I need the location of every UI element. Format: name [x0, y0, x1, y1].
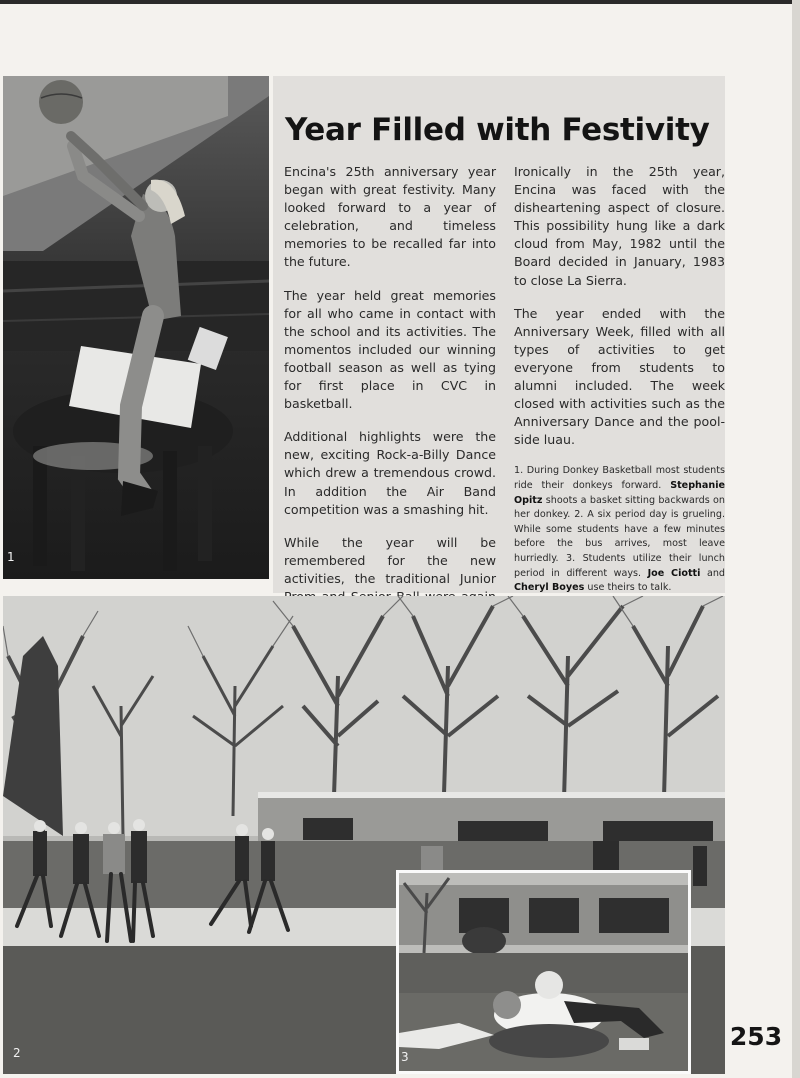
- photo-students-lunch: [396, 870, 691, 1074]
- caption-text-2: shoots a basket sitting backwards on her donkey. 2. A six period day is grueling. While some students have a few minutes before the bus arrives, most leave hurriedly. 3. Students utilize their lunch period in different ways.: [514, 494, 725, 579]
- page-number: 253: [729, 1022, 783, 1051]
- caption-name-stephanie: Stephanie Opitz: [514, 480, 725, 506]
- paragraph-closure: Ironically in the 25th year, Encina was faced with the disheartening aspect of closure. This possibility hung like a dark cloud from May, 1982 until the Board decided in January, 1983 to close La Sierra.: [514, 164, 725, 288]
- photo-donkey-basketball: [3, 76, 269, 579]
- page-right-edge: [792, 0, 800, 1078]
- page-top-border: [0, 0, 800, 4]
- photo-students-lunch-image: [399, 873, 688, 1071]
- article-column-left: [284, 163, 496, 639]
- article-column-right: [514, 163, 725, 611]
- paragraph-memories: The year held great memories for all who came in contact with the school and its activities. The momentos included our winning football season as well as tying for first place in CVC in basketball.: [284, 287, 496, 412]
- photo-number-3: 3: [401, 1050, 409, 1064]
- page-title: Year Filled with Festivity: [285, 112, 710, 148]
- caption-text-3: and: [700, 567, 726, 579]
- caption-name-cheryl: Cheryl Boyes: [514, 582, 585, 594]
- caption-text-4: use theirs to talk.: [584, 582, 672, 594]
- photo-number-1: 1: [7, 550, 15, 564]
- paragraph-highlights: Additional highlights were the new, exciting Rock-a-Billy Dance which drew a tremendous crowd. In addition the Air Band competition was a smashing hit.: [284, 429, 496, 517]
- article-panel: [273, 76, 725, 593]
- photo-caption: [514, 464, 725, 595]
- caption-text-1: 1. During Donkey Basketball most students ride their donkeys forward.: [514, 465, 725, 491]
- caption-name-joe: Joe Ciotti: [647, 567, 701, 579]
- paragraph-anniversary: Encina's 25th anniversary year began with great festivity. Many looked forward to a year of celebration, and timeless memories to be recalled far into the future.: [284, 164, 496, 270]
- paragraph-traditions: While the year will be remembered for the new activities, the traditional Junior: [284, 534, 496, 586]
- photo-number-2: 2: [13, 1046, 21, 1060]
- paragraph-anniversary-week: The year ended with the Anniversary Week, filled with all types of activities to get everyone from students to alumni included. The week closed with activities such as the Anniversary Dance and the pool-side luau.: [514, 305, 725, 448]
